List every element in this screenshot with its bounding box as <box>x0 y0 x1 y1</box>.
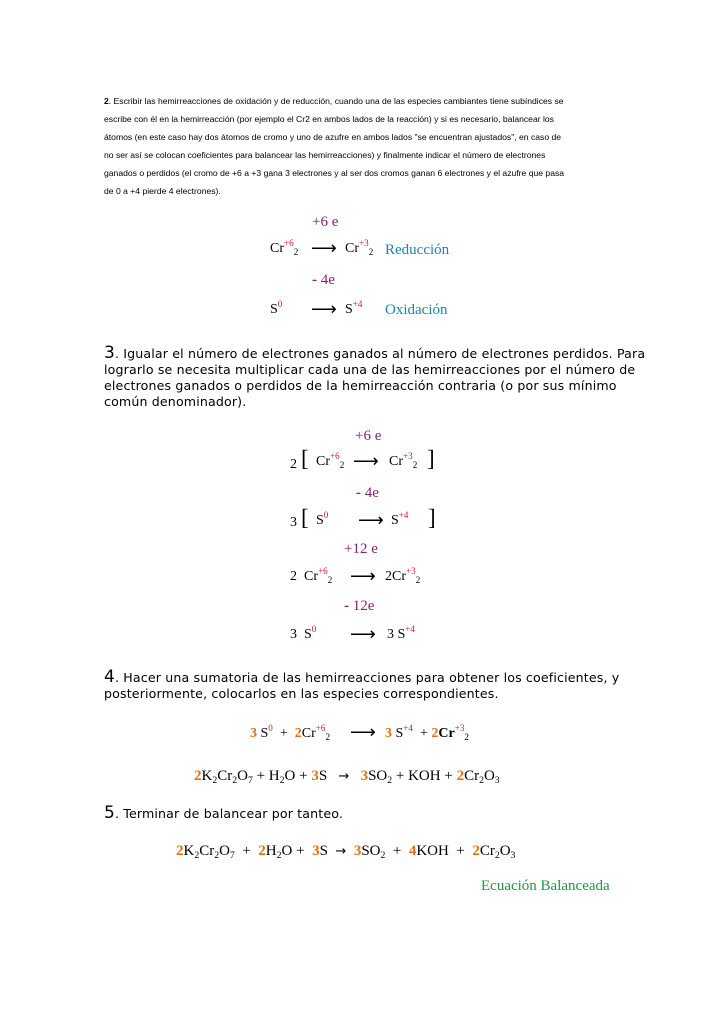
row4-product: 3 $S^{+4}$ <box>387 624 415 642</box>
reaction-arrow: ⟶ <box>358 510 384 531</box>
step2-line-6: de 0 a +4 pierde 4 electrones). <box>104 186 221 196</box>
s-product: $S^{+4}$ <box>391 510 409 528</box>
half-reaction-reduction: $Cr^{+6}_2$ <box>270 238 299 257</box>
coef-2: 2 <box>290 457 297 472</box>
balanced-label: Ecuación Balanceada <box>481 878 610 894</box>
row3-eq: 2 $Cr^{+6}_2$ <box>290 566 333 585</box>
oxidation-electrons: - 4e <box>312 272 335 288</box>
reaction-arrow: ⟶ <box>311 238 337 259</box>
step4-line-1: 4. Hacer una sumatoria de las hemirreacciones para obtener los coeficientes, y <box>104 667 620 687</box>
reduction-electrons: +6 e <box>312 214 339 230</box>
step2-line-4: no ser así se colocan coeficientes para balancear las hemirreacciones) y finalmente indicar el número de electrones <box>104 150 546 160</box>
sum-products: 3 $S^{+4} + 2Cr^{+3}_2$ <box>385 723 469 742</box>
step3-line-2: lograrlo se necesita multiplicar cada una de las hemirreacciones por el número de <box>104 362 636 377</box>
reaction-arrow: ⟶ <box>350 722 376 743</box>
step3-line-3: electrones ganados o perdidos de la hemirreacción contraria (o por sus mínimo <box>104 378 617 393</box>
bracket-close: ] <box>427 446 435 471</box>
step3-line-1: 3. Igualar el número de electrones ganados al número de electrones perdidos. Para <box>104 343 646 363</box>
half-reaction-oxidation: $S^0$ <box>270 299 283 317</box>
full-equation-balanced: $2K_2Cr_2O_7 + 2H_2O + 3S \to 3SO_2 + 4KOH + 2Cr_2O_3$ <box>176 843 516 861</box>
reaction-arrow: ⟶ <box>353 451 379 472</box>
bracket-open: [ <box>301 446 309 471</box>
step4-number: 4 <box>104 667 115 687</box>
electrons-12b: - 12e <box>344 598 375 614</box>
electrons-6: +6 e <box>355 428 382 444</box>
step3-number: 3 <box>104 343 115 363</box>
cr-reactant: $Cr^{+6}_2$ <box>316 451 345 470</box>
cr-product: $Cr^{+3}_2$ <box>389 451 418 470</box>
oxidation-label: Oxidación <box>385 302 448 318</box>
row3-product: $2Cr^{+3}_2$ <box>385 566 421 585</box>
reduction-label: Reducción <box>385 242 450 258</box>
reaction-arrow: ⟶ <box>350 624 376 645</box>
step5-line: 5. Terminar de balancear por tanteo. <box>104 803 344 823</box>
electrons-4: - 4e <box>356 485 379 501</box>
coef-3: 3 <box>290 515 297 530</box>
full-equation-unbalanced: $2K_2Cr_2O_7 + H_2O + 3S$ → $3SO_2$ + KOH + $2Cr_2O_3$ <box>194 768 500 786</box>
step2-line-2: escribe con él en la hemirreacción (por ejemplo el Cr2 en ambos lados de la reacción) y si es necesario, balancear los <box>104 114 554 124</box>
reduction-product: $Cr^{+3}_2$ <box>345 238 374 257</box>
row4-eq: 3 $S^0$ <box>290 624 317 642</box>
electrons-12: +12 e <box>344 541 378 557</box>
step2-line-5: ganados o perdidos (el cromo de +6 a +3 gana 3 electrones y al ser dos cromos ganan 6 electrones y el azufre que pasa <box>104 168 565 178</box>
oxidation-product: $S^{+4}$ <box>345 299 363 317</box>
step3-line-4: común denominador). <box>104 394 247 409</box>
reaction-arrow: ⟶ <box>350 566 376 587</box>
step2-line-1: 2. Escribir las hemirreacciones de oxidación y de reducción, cuando una de las especies cambiantes tiene subíndices se <box>104 96 564 106</box>
reaction-arrow: ⟶ <box>311 299 337 320</box>
step4-line-2: posteriormente, colocarlos en las especies correspondientes. <box>104 686 499 701</box>
step2-line-3: átomos (en este caso hay dos átomos de cromo y uno de azufre en ambos lados "se encuentran ajustados", en caso de <box>104 132 562 142</box>
step2-number: 2 <box>104 96 109 106</box>
sum-equation: 3 $S^0 + 2Cr^{+6}_2$ <box>250 723 330 742</box>
s-reactant: $S^0$ <box>316 510 329 528</box>
bracket-open: [ <box>301 505 309 530</box>
step5-number: 5 <box>104 803 115 823</box>
bracket-close: ] <box>428 505 436 530</box>
